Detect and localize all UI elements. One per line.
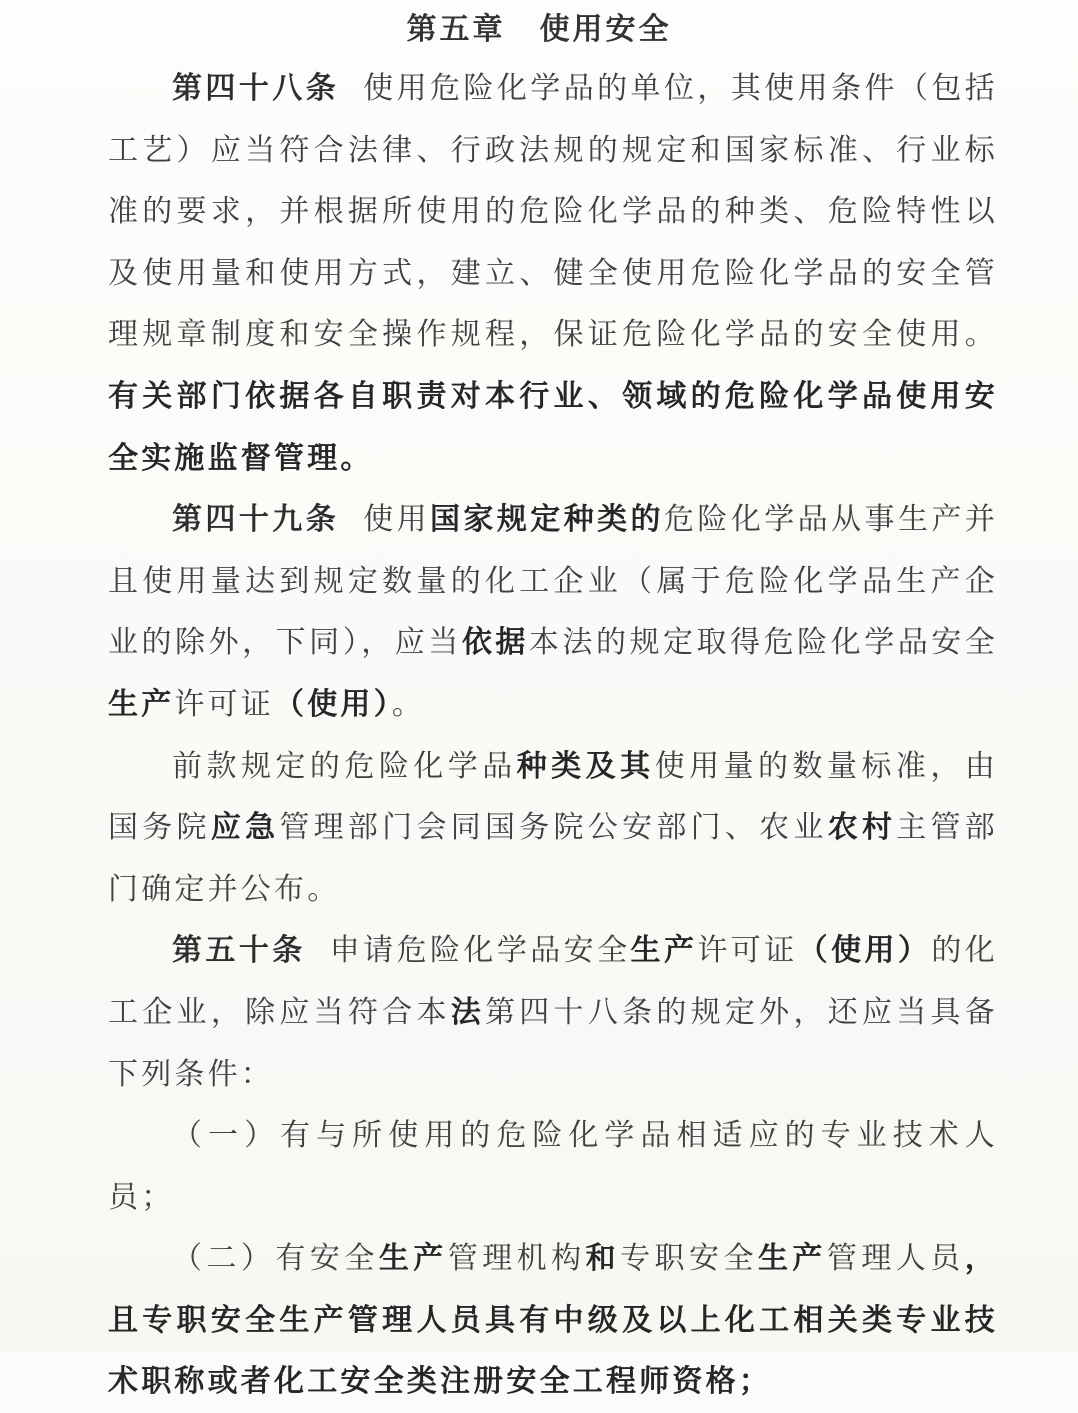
article-49-p2-added-text: 农村	[827, 810, 897, 846]
article-50-text: 申请危险化学品安全	[329, 933, 631, 969]
law-text-body	[108, 58, 998, 1413]
article-49	[108, 489, 998, 735]
article-50-item-2-text: 专职安全	[620, 1241, 758, 1277]
article-49-p2-text: 主管部门确定并公布。	[108, 810, 998, 907]
article-50-item-2-text: （二）有安全	[172, 1241, 379, 1277]
article-48	[108, 58, 998, 489]
article-49-p2-text: 管理部门会同国务院公安部门、农业	[279, 810, 828, 846]
article-50-item-2	[108, 1228, 998, 1413]
article-50-text: 许可证	[697, 933, 798, 969]
article-49-p2-text: 前款规定的危险化学品	[172, 748, 517, 784]
article-50-text: 第四十八条的规定外，还应当具备下列条件：	[108, 994, 999, 1092]
article-50-item-2-added-text: 生产	[757, 1241, 827, 1277]
article-50-item-2-added-text: 生产	[378, 1241, 448, 1277]
article-50-item-1-text: （一）有与所使用的危险化学品相适应的专业技术人员；	[108, 1118, 998, 1215]
article-50-added-text: （使用）	[797, 933, 932, 969]
article-49-p2-added-text: 应急	[210, 810, 280, 846]
chapter-number: 第五章	[406, 12, 506, 47]
article-49-text: 本法的规定取得危险化学品安全	[528, 625, 998, 661]
article-50-item-2-text: 管理人员	[826, 1241, 965, 1277]
article-50-item-2-text: 管理机构	[447, 1241, 586, 1277]
article-48-text: 使用危险化学品的单位，其使用条件（包括工艺）应当符合法律、行政法规的规定和国家标准、行业标准的要求，并根据所使用的危险化学品的种类、危险特性以及使用量和使用方式，建立、健全使用危险化学品的安全管理规章制度和安全操作规程，保证危险化学品的安全使用。	[108, 71, 998, 353]
article-49-added-text: （使用）	[274, 686, 392, 722]
article-49-added-text: 依据	[461, 625, 529, 661]
article-50-added-text: 法	[450, 994, 485, 1030]
article-49-text: 。	[391, 686, 426, 722]
article-48-heading: 第四十八条	[172, 71, 340, 106]
article-50-heading: 第五十条	[172, 933, 306, 969]
article-50-item-2-added-text: 和	[585, 1241, 621, 1277]
article-49-p2-added-text: 种类及其	[516, 748, 655, 784]
article-49-text: 使用	[363, 502, 430, 538]
article-50-added-text: 生产	[630, 933, 698, 969]
article-50-item-1	[108, 1105, 998, 1228]
article-50-item-2-added-text: ，且专职安全生产管理人员具有中级及以上化工相关类专业技术职称或者化工安全类注册安全工程师资格；	[108, 1241, 998, 1400]
article-48-added-text: 有关部门依据各自职责对本行业、领域的危险化学品使用安全实施监督管理。	[108, 378, 998, 476]
article-49-added-text: 国家规定种类的	[430, 502, 664, 538]
article-50	[108, 920, 998, 1105]
article-49-p2-text: 使用量的数量标准，由国务院	[108, 748, 999, 846]
article-49-heading: 第四十九条	[172, 502, 340, 538]
article-49-text: 危险化学品从事生产并且使用量达到规定数量的化工企业（属于危险化学品生产企业的除外，下同），应当	[108, 502, 999, 661]
article-49-added-text: 生产	[108, 686, 175, 722]
article-50-text: 的化工企业，除应当符合本	[108, 933, 998, 1030]
article-49-paragraph-2	[108, 736, 998, 921]
chapter-title: 使用安全	[539, 12, 672, 47]
article-49-text: 许可证	[174, 686, 275, 722]
chapter-heading	[0, 10, 1078, 50]
